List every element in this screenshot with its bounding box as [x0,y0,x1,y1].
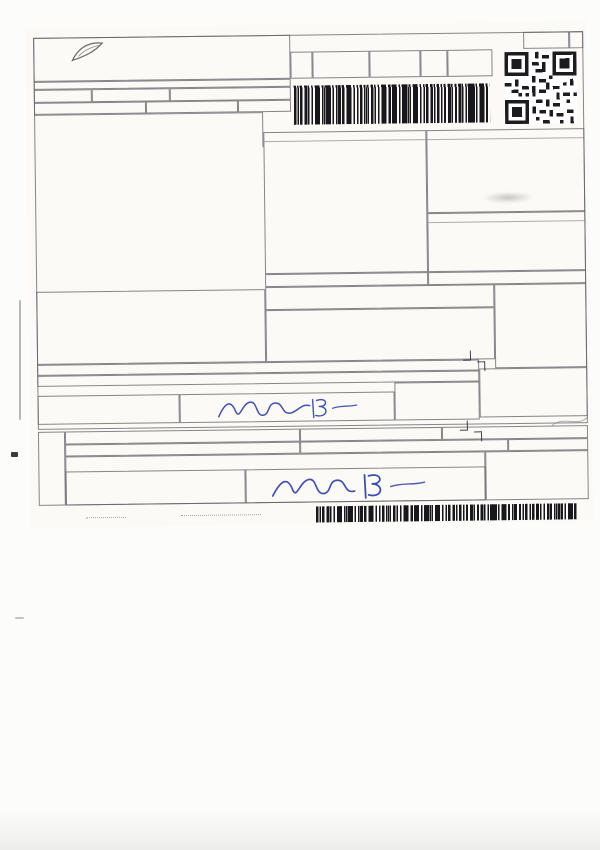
dacte-scanned-document [25,21,593,528]
canhoto-tributos-label [301,440,507,445]
modal-label [372,52,417,53]
freight-items [264,140,425,153]
icms-row-value [532,221,580,222]
cfop-label [173,89,288,90]
origem-label [37,104,143,105]
origem-value [37,104,143,105]
tipo-servico-value [95,90,167,91]
canhoto-nfe-label [490,453,583,454]
canhoto-data-cell [65,469,245,505]
cfop-value [173,89,288,90]
canhoto-edge-cell [38,432,66,506]
icms-row [428,221,584,230]
pen-mark [550,413,590,429]
tipo-servico-label [95,90,167,91]
scan-speck [15,617,24,619]
mercadoria-row [427,138,583,151]
tipo-servico-cell [92,88,170,102]
company-name [134,38,289,40]
issuer-cell [33,35,291,82]
mercadoria-row-value [527,138,579,139]
canhoto-obs-label [66,443,299,448]
cut-line [86,517,126,518]
modelo-cell [420,50,447,77]
icms-row-label [432,222,492,223]
handwritten-name [47,396,177,404]
tipo-cte-value [37,91,89,92]
route-origin-code [486,371,580,372]
destino-cell [146,100,238,113]
scan-speck [11,452,18,457]
freight-row [264,140,425,153]
pix-box [494,283,587,368]
folio-box [569,31,583,48]
canhoto-nfe-cell [485,450,589,500]
saida-cell [394,381,479,420]
signature-icon [213,396,363,422]
mercadoria-row-label [431,139,485,140]
numero-value [315,53,366,54]
route-dest-code [486,374,580,375]
pix-label [495,284,585,287]
emitido-label [241,102,288,103]
numero-cell [312,51,369,79]
route-box [479,367,588,417]
canhoto-pix-label [509,439,587,442]
canhoto-data-label [69,471,241,473]
observacoes-box [36,289,266,365]
qr-code-icon [504,51,577,124]
receiver-signature-icon [264,472,434,502]
icms-rows [428,221,584,230]
saida-label [397,384,476,385]
canhoto-nfe-number [490,456,583,457]
party-block [34,112,262,150]
parties-list [34,112,263,150]
mercadoria-row-mid-value [485,139,527,140]
emitido-value [241,102,288,103]
emitido-cell [238,100,291,113]
company-address-3 [134,38,289,40]
scan-edge-line [19,300,21,420]
modal-value [372,52,417,53]
tipo-cte-label [37,91,89,92]
canhoto-ident-cell [245,466,485,503]
protocolo-cell [447,49,492,77]
page-bottom-shadow [0,810,600,850]
canhoto-ident-label [249,468,481,471]
canhoto-barcode [316,503,578,522]
nome-rg-cell [37,394,179,425]
evidencia-leaf-logo-icon [66,40,106,62]
qr-code [492,49,584,126]
fisco-barcode [294,83,490,124]
numero-label [315,53,366,54]
authorization-box [523,31,569,49]
company-site [134,38,289,40]
tipo-cte-cell [34,89,92,103]
chaves-box [265,307,495,362]
company-email [134,38,289,40]
nome-rg-label [41,396,177,398]
tributos-box [265,284,494,310]
assinatura-cell [179,392,394,424]
cut-line [181,514,261,516]
mercadoria-rows [427,138,583,151]
canhoto-pix-cell [508,438,588,451]
freight-components-box [263,130,428,274]
icms-box [427,211,586,272]
destino-label [149,102,235,103]
modal-cell [369,50,420,78]
canhoto-nfe-serie [490,456,583,457]
company-address-2 [134,38,289,40]
destino-value [149,102,235,103]
serie-cell [290,51,312,78]
company-address-1 [134,38,289,40]
